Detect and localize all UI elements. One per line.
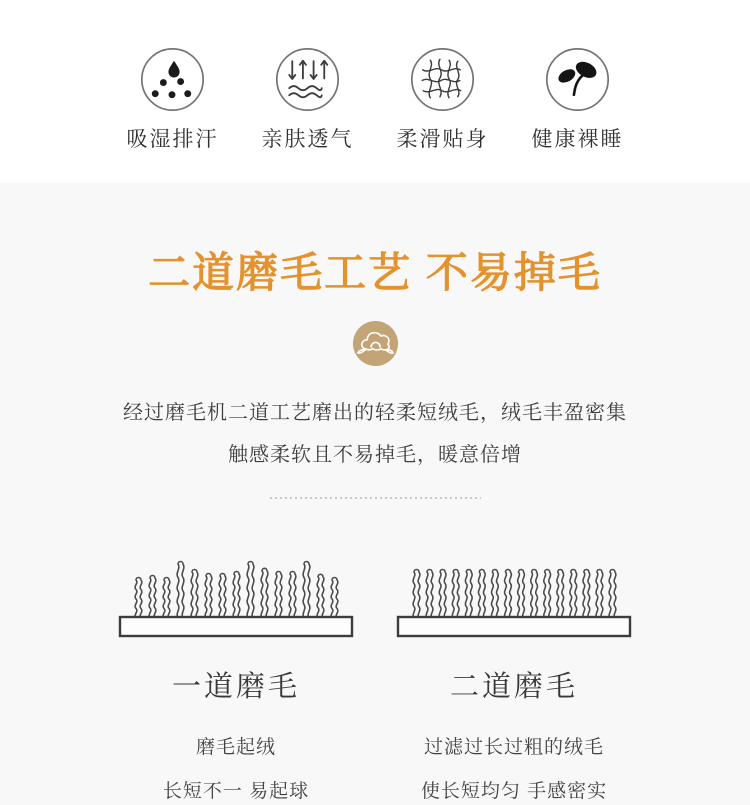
feature-label: 柔滑贴身 — [396, 128, 489, 151]
fiber-mesh-icon — [410, 47, 475, 112]
brushing-comparison — [0, 535, 750, 803]
double-brush-column — [375, 535, 653, 803]
section-description — [0, 392, 750, 476]
single-brush-column — [97, 535, 375, 803]
column-desc-line: 长短不一 易起球 — [162, 781, 310, 802]
column-title: 二道磨毛 — [449, 671, 578, 703]
column-desc-line: 使长短均匀 手感密实 — [420, 781, 608, 802]
feature-label: 亲肤透气 — [261, 128, 354, 151]
dashed-divider — [270, 497, 481, 499]
section-title: 二道磨毛工艺 不易掉毛 — [148, 249, 602, 296]
feature-moisture-wicking — [123, 47, 223, 183]
description-line: 经过磨毛机二道工艺磨出的轻柔短绒毛，绒毛丰盈密集 — [123, 402, 627, 424]
feature-icon-row — [0, 0, 750, 183]
feature-label: 健康裸睡 — [531, 128, 624, 151]
column-desc-line: 过滤过长过粗的绒毛 — [423, 737, 604, 758]
feature-breathable — [258, 47, 358, 183]
even-fibers-illustration — [394, 535, 634, 639]
uneven-fibers-illustration — [116, 535, 356, 639]
feature-label: 吸湿排汗 — [126, 128, 219, 151]
airflow-icon — [275, 47, 340, 112]
water-drops-icon — [140, 47, 205, 112]
feature-healthy-sleep — [528, 47, 628, 183]
description-line: 触感柔软且不易掉毛，暖意倍增 — [228, 444, 522, 466]
column-desc-line: 磨毛起绒 — [195, 737, 276, 758]
leaf-sprout-icon — [545, 47, 610, 112]
cotton-boll-icon — [352, 320, 399, 367]
brushing-process-section — [0, 183, 750, 805]
feature-smooth-fit — [393, 47, 493, 183]
column-title: 一道磨毛 — [171, 671, 300, 703]
